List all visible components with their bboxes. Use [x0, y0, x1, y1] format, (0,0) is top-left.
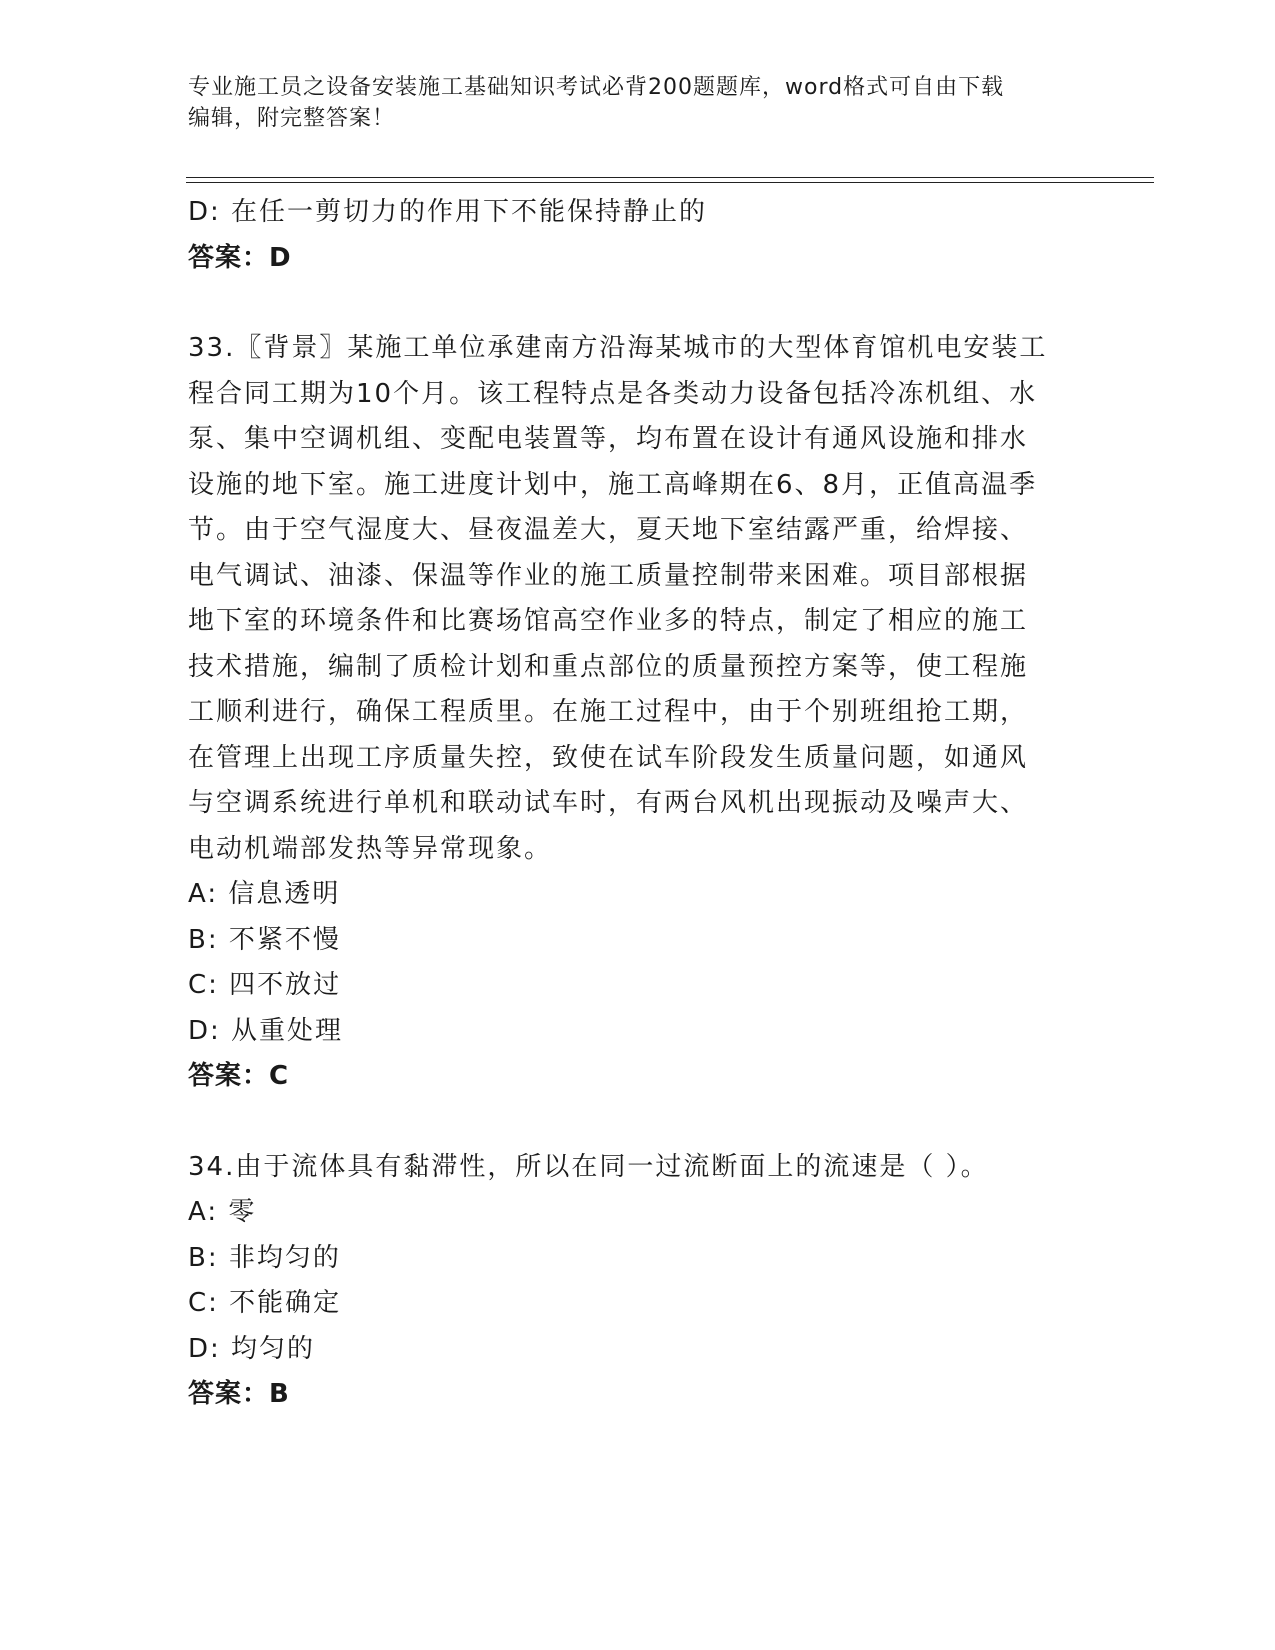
- answer-line: 答案：C: [188, 1061, 290, 1091]
- question-stem: [188, 326, 1088, 872]
- stem-line: 设施的地下室。施工进度计划中，施工高峰期在6、8月，正值高温季: [188, 469, 1038, 500]
- stem-line: 地下室的环境条件和比赛场馆高空作业多的特点，制定了相应的施工: [188, 606, 1029, 636]
- answer-line: 答案：B: [188, 1379, 290, 1409]
- stem-line: 33.〖背景〗某施工单位承建南方沿海某城市的大型体育馆机电安装工: [188, 333, 1048, 363]
- question-32: [188, 190, 1088, 281]
- header-title-line-2: 编辑，附完整答案！: [188, 106, 396, 131]
- question-spacer: [188, 281, 1088, 326]
- question-33: [188, 326, 1088, 1100]
- option-c: C: 四不放过: [188, 970, 342, 1000]
- option-d: D: 均匀的: [188, 1333, 316, 1364]
- stem-line: 电动机端部发热等异常现象。: [188, 833, 553, 864]
- question-stem: 34.由于流体具有黏滞性，所以在同一过流断面上的流速是（ ）。: [188, 1151, 989, 1182]
- option-b: B: 不紧不慢: [188, 924, 341, 955]
- header-title-line-1: 专业施工员之设备安装施工基础知识考试必背200题题库，word格式可自由下载: [188, 75, 1005, 100]
- stem-line: 工顺利进行，确保工程质里。在施工过程中，由于个别班组抢工期，: [188, 697, 1029, 727]
- stem-line: 在管理上出现工序质量失控，致使在试车阶段发生质量问题，如通风: [188, 742, 1029, 773]
- stem-line: 程合同工期为10个月。该工程特点是各类动力设备包括冷冻机组、水: [188, 378, 1038, 409]
- option-d: D: 从重处理: [188, 1015, 344, 1046]
- stem-line: 电气调试、油漆、保温等作业的施工质量控制带来困难。项目部根据: [188, 560, 1029, 591]
- stem-line: 与空调系统进行单机和联动试车时，有两台风机出现振动及噪声大、: [188, 788, 1029, 818]
- answer-line: 答案：D: [188, 242, 292, 273]
- document-body: [188, 190, 1088, 1418]
- option-c: C: 不能确定: [188, 1288, 342, 1318]
- header-divider-top: [186, 177, 1154, 178]
- header-divider-bottom: [186, 182, 1154, 183]
- stem-line: 节。由于空气湿度大、昼夜温差大，夏天地下室结露严重，给焊接、: [188, 515, 1029, 545]
- page-header: [188, 72, 1088, 134]
- question-34: [188, 1145, 1088, 1418]
- option-a: A: 信息透明: [188, 879, 341, 909]
- option-a: A: 零: [188, 1197, 257, 1227]
- question-spacer: [188, 1100, 1088, 1145]
- stem-line: 技术措施，编制了质检计划和重点部位的质量预控方案等，使工程施: [188, 651, 1029, 682]
- stem-line: 泵、集中空调机组、变配电装置等，均布置在设计有通风设施和排水: [188, 424, 1029, 454]
- option-b: B: 非均匀的: [188, 1242, 341, 1273]
- option-d: D: 在任一剪切力的作用下不能保持静止的: [188, 197, 708, 227]
